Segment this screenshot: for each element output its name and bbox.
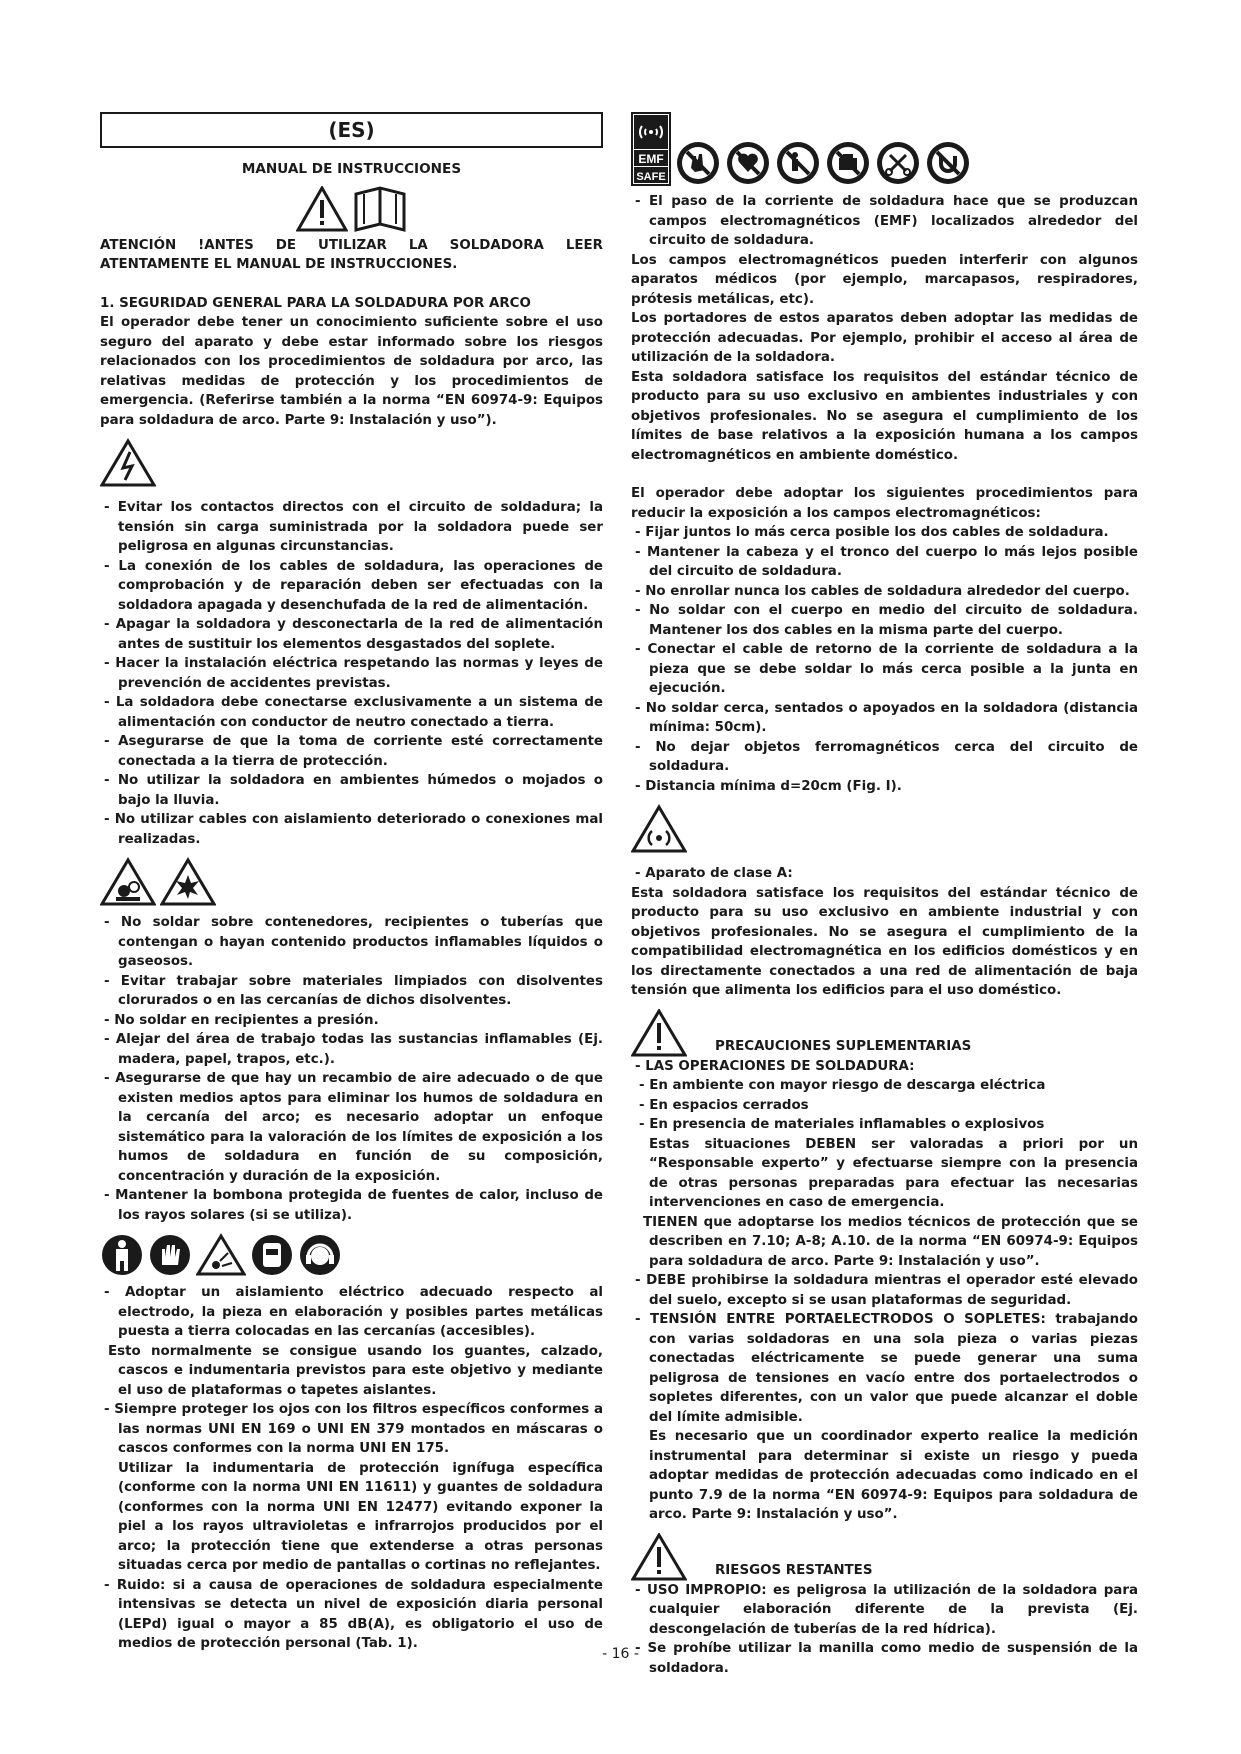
emf-label-top: EMF: [638, 152, 664, 166]
precautions-note: Es necesario que un coordinador experto realice la medición instrumental para determinar si existe un riesgo y pueda adoptar medidas de protección adecuadas como indicado en el punto 7.9 de la norma “EN 60974-9: Equipos para soldadura de arco. Parte 9: Instalación y uso”.: [649, 1429, 1138, 1522]
emf-procedure-item: - No dejar objetos ferromagnéticos cerca del circuito de soldadura.: [635, 739, 1138, 774]
ear-protection-icon: [298, 1233, 342, 1277]
no-watch-icon: [825, 140, 871, 186]
manual-title: MANUAL DE INSTRUCCIONES: [241, 161, 462, 177]
no-touch-icon: [675, 140, 721, 186]
risk-item: - Se prohíbe utilizar la manilla como medio de suspensión de la soldadora.: [635, 1641, 1138, 1676]
precautions-sub-item: - En espacios cerrados: [639, 1097, 809, 1113]
fire-item: - Alejar del área de trabajo todas las sustancias inflamables (Ej. madera, papel, trapos, etc.).: [104, 1032, 603, 1067]
emf-paragraph: Los campos electromagnéticos pueden interferir con algunos aparatos médicos (por ejemplo, marcapasos, respiradores, prótesis metálicas, etc).: [631, 252, 1138, 307]
page-number: - 16 -: [602, 1646, 639, 1662]
left-column: [100, 112, 603, 1654]
electric-item: - Asegurarse de que la toma de corriente esté correctamente conectada a la tierra de protección.: [104, 734, 603, 769]
manual-icons: [100, 186, 603, 232]
section1-title: 1. SEGURIDAD GENERAL PARA LA SOLDADURA POR ARCO: [100, 295, 531, 311]
welding-mask-icon: [250, 1233, 294, 1277]
fire-item: - No soldar en recipientes a presión.: [104, 1012, 379, 1028]
emf-paragraph: Esta soldadora satisface los requisitos del estándar técnico de producto para su uso exclusivo en ambientes industriales y con objetivos profesionales. No se asegura el cumplimiento de los límites de base relativos a la exposición humana a los campos electromagnéticos en ambiente doméstico.: [631, 369, 1138, 463]
no-magnet-icon: [925, 140, 971, 186]
electric-item: - No utilizar la soldadora en ambientes húmedos o mojados o bajo la lluvia.: [104, 773, 603, 808]
emf-icons: [631, 112, 1138, 186]
fire-item: - Asegurarse de que hay un recambio de aire adecuado o de que existen medios aptos para eliminar los humos de soldadura en la cercanía del arco; es necesario adoptar un enfoque sistemático para la valoración de los límites de exposición a los humos de soldadura en función de su composición, concentración y duración de la exposición.: [104, 1071, 603, 1184]
electric-item: - La soldadora debe conectarse exclusivamente a un sistema de alimentación con conductor de neutro conectado a tierra.: [104, 695, 603, 730]
gloves-icon: [148, 1233, 192, 1277]
electric-item: - Hacer la instalación eléctrica respetando las normas y leyes de prevención de accidentes previstas.: [104, 656, 603, 691]
right-column: [631, 112, 1138, 1678]
electric-item: - Evitar los contactos directos con el circuito de soldadura; la tensión sin carga suministrada por la soldadora puede ser peligrosa en algunas circunstancias.: [104, 500, 603, 554]
precautions-header: [631, 1009, 1138, 1057]
language-label: (ES): [100, 112, 603, 148]
manual-book-icon: [352, 186, 408, 232]
no-pacemaker-icon: [725, 140, 771, 186]
emf-procedure-item: - Fijar juntos lo más cerca posible los dos cables de soldadura.: [635, 525, 1109, 540]
emf-procedure-item: - Conectar el cable de retorno de la corriente de soldadura a la pieza que se debe soldar lo más cerca posible a la junta en ejecución.: [635, 642, 1138, 696]
emf-paragraph: Los portadores de estos aparatos deben adoptar las medidas de protección adecuadas. Por ejemplo, prohibir el acceso al área de utilización de la soldadora.: [631, 311, 1138, 365]
ppe-note: Utilizar la indumentaria de protección ignífuga específica (conforme con la norma UNI EN 11611) y guantes de soldadura (conformes con la norma UNI EN 12477) evitando exponer la piel a los rayos ultravioletas e infrarrojos producidos por el arco; la protección tiene que extenderse a otras personas situadas cerca por medio de pantallas o cortinas no reflejantes.: [118, 1460, 603, 1573]
emf-procedure-item: - Mantener la cabeza y el tronco del cuerpo lo más lejos posible del circuito de soldadura.: [635, 544, 1138, 579]
emf-item: - El paso de la corriente de soldadura hace que se produzcan campos electromagnéticos (EMF) localizados alrededor del circuito de soldadura.: [635, 194, 1138, 248]
ppe-item: - Adoptar un aislamiento eléctrico adecuado respecto al electrodo, la pieza en elaboración y posibles partes metálicas puesta a tierra colocadas en las cercanías (accesibles).: [104, 1285, 603, 1339]
sparks-hazard-icon: [196, 1233, 246, 1277]
emf-procedure-item: - No soldar cerca, sentados o apoyados en la soldadora (distancia mínima: 50cm).: [635, 700, 1138, 735]
risks-header: [631, 1533, 1138, 1581]
ppe-note: Esto normalmente se consigue usando los guantes, calzado, cascos e indumentaria previstos para este objetivo y mediante el uso de plataformas o tapetes aislantes.: [108, 1343, 603, 1398]
explosion-hazard-icon: [160, 857, 216, 907]
risk-item: - USO IMPROPIO: es peligrosa la utilización de la soldadora para cualquier elaboración diferente de la prevista (Ej. descongelación de tuberías de la red hídrica).: [635, 1582, 1138, 1637]
precautions-ops: - LAS OPERACIONES DE SOLDADURA:: [635, 1058, 915, 1074]
precautions-sub-item: - En presencia de materiales inflamables o explosivos: [639, 1117, 1045, 1132]
ppe-icons: [100, 1233, 603, 1277]
warning-icon: [631, 1533, 687, 1581]
precautions-sub-item: - En ambiente con mayor riesgo de descarga eléctrica: [639, 1078, 1046, 1093]
class-a-item: - Aparato de clase A:: [635, 866, 793, 881]
radiation-warning-icon: [631, 804, 687, 854]
precautions-note: Estas situaciones DEBEN ser valoradas a priori por un “Responsable experto” y efectuarse siempre con la presencia de otras personas preparadas para efectuar las necesarias intervenciones en caso de emergencia.: [649, 1136, 1138, 1210]
precautions-note: TIENEN que adoptarse los medios técnicos de protección que se describen en 7.10; A-8; A.10. de la norma “EN 60974-9: Equipos para soldadura de arco. Parte 9: Instalación y uso”.: [643, 1214, 1138, 1269]
fire-item: - No soldar sobre contenedores, recipientes o tuberías que contengan o hayan contenido productos inflamables líquidos o gaseosos.: [104, 915, 603, 969]
emf-procedure-item: - Distancia mínima d=20cm (Fig. I).: [635, 778, 902, 794]
protective-suit-icon: [100, 1233, 144, 1277]
fire-item: - Evitar trabajar sobre materiales limpiados con disolventes clorurados o en las cercanías de dichos disolventes.: [104, 973, 603, 1008]
ppe-item: - Ruido: si a causa de operaciones de soldadura especialmente intensivas se detecta un nivel de exposición diaria personal (LEPd) igual o mayor a 85 dB(A), es obligatorio el uso de medios de protección personal (Tab. 1).: [104, 1577, 603, 1651]
electric-hazard-icon: [100, 438, 156, 488]
risks-title: RIESGOS RESTANTES: [715, 1563, 873, 1578]
no-metal-implant-icon: [775, 140, 821, 186]
attention-text: ATENCIÓN !ANTES DE UTILIZAR LA SOLDADORA LEER ATENTAMENTE EL MANUAL DE INSTRUCCIONES.: [100, 237, 603, 272]
ppe-item: - Siempre proteger los ojos con los filtros específicos conformes a las normas UNI EN 169 o UNI EN 379 montados en máscaras o cascos conformes con la norma UNI EN 175.: [104, 1402, 603, 1456]
electric-item: - Apagar la soldadora y desconectarla de la red de alimentación antes de sustituir los elementos desgastados del soplete.: [104, 617, 603, 652]
class-a-text: Esta soldadora satisface los requisitos del estándar técnico de producto para su uso exclusivo en ambiente industrial y con objetivos profesionales. No se asegura el cumplimiento de la compatibilidad electromagnética en los edificios domésticos y en los directamente conectados a una red de alimentación de baja tensión que alimenta los edificios para el uso doméstico.: [631, 885, 1138, 998]
emf-label-bottom: SAFE: [636, 171, 666, 183]
precautions-item: - DEBE prohibirse la soldadura mientras el operador esté elevado del suelo, excepto si se usan plataformas de seguridad.: [635, 1273, 1138, 1308]
electric-item: - No utilizar cables con aislamiento deteriorado o conexiones mal realizadas.: [104, 812, 603, 847]
electric-item: - La conexión de los cables de soldadura, las operaciones de comprobación y de reparación deben ser efectuadas con la soldadora apagada y desenchufada de la red de alimentación.: [104, 558, 603, 613]
fume-hazard-icon: [100, 857, 156, 907]
fire-item: - Mantener la bombona protegida de fuentes de calor, incluso de los rayos solares (si se utiliza).: [104, 1188, 603, 1223]
warning-icon: [631, 1009, 687, 1057]
emf-procedure-item: - No enrollar nunca los cables de soldadura alrededor del cuerpo.: [635, 583, 1130, 599]
precautions-item: - TENSIÓN ENTRE PORTAELECTRODOS O SOPLETES: trabajando con varias soldadoras en una sola pieza o varias piezas conectadas eléctricamente se puede generar una suma peligrosa de tensiones en vacío entre dos portaelectrodos o sopletes diferentes, con un valor que puede alcanzar el doble del límite admisible.: [635, 1312, 1138, 1425]
emf-procedures-intro: El operador debe adoptar los siguientes procedimientos para reducir la exposición a los campos electromagnéticos:: [631, 486, 1138, 521]
emf-safe-icon: [631, 112, 671, 186]
emf-procedure-item: - No soldar con el cuerpo en medio del circuito de soldadura. Mantener los dos cables en la misma parte del cuerpo.: [635, 603, 1138, 638]
precautions-title: PRECAUCIONES SUPLEMENTARIAS: [715, 1039, 972, 1054]
warning-icon: [296, 186, 348, 232]
fire-hazard-icons: [100, 857, 603, 907]
section1-text: El operador debe tener un conocimiento suficiente sobre el uso seguro del aparato y debe estar informado sobre los riesgos relacionados con los procedimientos de soldadura por arco, las relativas medidas de protección y los procedimientos de emergencia. (Referirse también a la norma “EN 60974-9: Equipos para soldadura de arco. Parte 9: Instalación y uso”).: [100, 315, 603, 428]
no-tools-icon: [875, 140, 921, 186]
